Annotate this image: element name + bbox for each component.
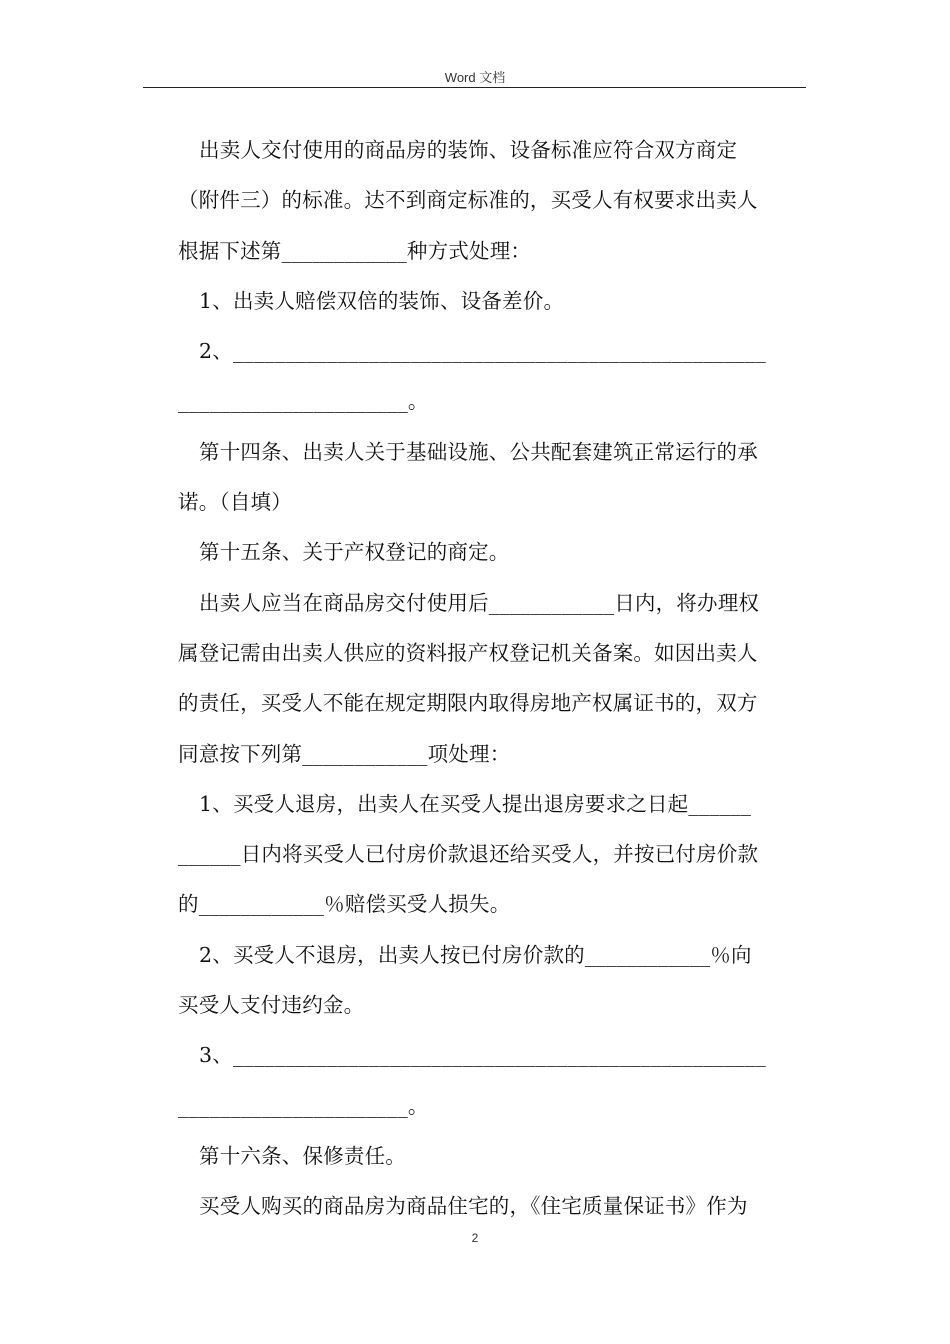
- text-line: 根据下述第____________种方式处理：: [178, 238, 532, 263]
- text-line: 出卖人交付使用的商品房的装饰、设备标准应符合双方商定: [199, 138, 738, 162]
- text-line: 1、出卖人赔偿双倍的装饰、设备差价。: [199, 288, 565, 313]
- text-line: 第十四条、出卖人关于基础设施、公共配套建筑正常运行的承: [199, 439, 758, 464]
- header-title: Word 文档: [444, 70, 506, 85]
- text-line: 2、买受人不退房，出卖人按已付房价款的____________％向: [199, 942, 752, 967]
- text-line: 出卖人应当在商品房交付使用后____________日内，将办理权: [199, 590, 760, 615]
- text-line: 买受人支付违约金。: [178, 993, 365, 1018]
- text-line: 属登记需由出卖人供应的资料报产权登记机关备案。如因出卖人: [178, 640, 758, 665]
- text-line: 的责任，买受人不能在规定期限内取得房地产权属证书的，双方: [178, 691, 758, 716]
- text-line: 诺。（自填）: [178, 490, 292, 515]
- header-divider: [143, 87, 806, 88]
- text-line: 的____________％赔偿买受人损失。: [178, 892, 511, 917]
- text-line: 2、___________________________________________________: [199, 339, 766, 364]
- text-line: 第十六条、保修责任。: [199, 1143, 406, 1168]
- text-line: （附件三）的标准。达不到商定标准的，买受人有权要求出卖人: [178, 188, 758, 213]
- text-line: 1、买受人退房，出卖人在买受人提出退房要求之日起______: [199, 791, 752, 816]
- document-body: [178, 125, 806, 1232]
- text-line: 同意按下列第____________项处理：: [178, 741, 511, 766]
- text-line: ______日内将买受人已付房价款退还给买受人，并按已付房价款: [178, 842, 759, 867]
- text-line: ______________________。: [178, 1093, 429, 1118]
- text-line: 第十五条、关于产权登记的商定。: [199, 540, 510, 565]
- text-line: 3、___________________________________________________: [199, 1043, 766, 1068]
- page-number: 2: [471, 1231, 479, 1245]
- text-line: ______________________。: [178, 389, 429, 414]
- text-line: 买受人购买的商品房为商品住宅的，《住宅质量保证书》作为: [199, 1194, 748, 1219]
